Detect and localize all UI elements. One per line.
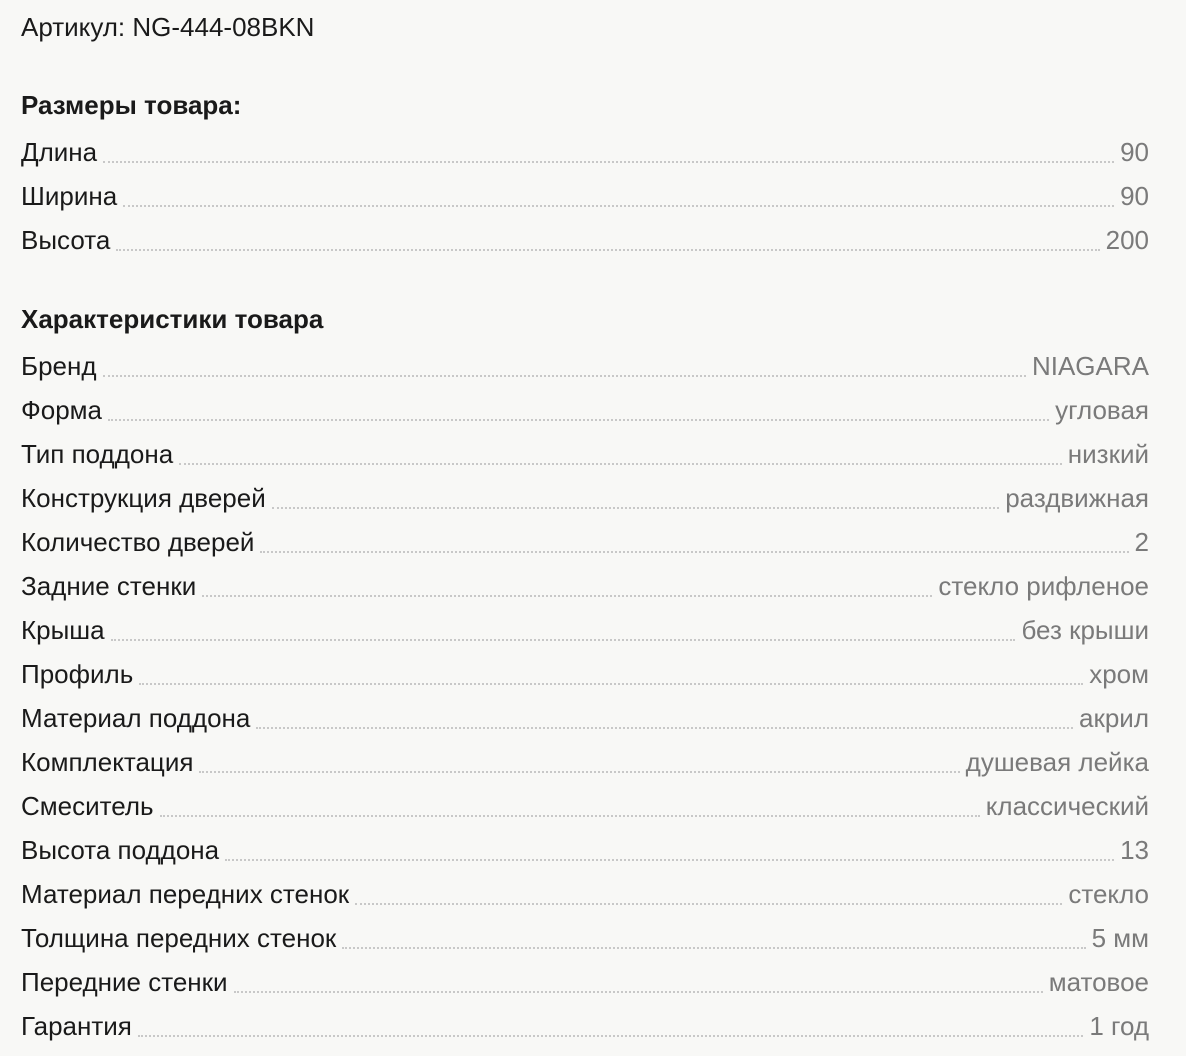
dotted-leader (116, 219, 1099, 251)
spec-value: матовое (1048, 967, 1149, 997)
spec-label: Тип поддона (21, 439, 174, 469)
dotted-leader (179, 433, 1062, 465)
spec-row-tray-type (21, 433, 1149, 477)
specs-section-title: Характеристики товара (21, 304, 324, 334)
spec-label: Комплектация (21, 747, 194, 777)
dotted-leader (272, 477, 999, 509)
dotted-leader (202, 565, 932, 597)
spec-value: акрил (1079, 703, 1149, 733)
spec-row-door-design (21, 477, 1149, 521)
product-sku: Артикул: NG-444-08BKN (21, 12, 315, 42)
spec-row-profile (21, 653, 1149, 697)
dotted-leader (234, 961, 1043, 993)
spec-value: без крыши (1021, 615, 1149, 645)
spec-label: Количество дверей (21, 527, 255, 557)
spec-label: Толщина передних стенок (21, 923, 337, 953)
spec-label: Смеситель (21, 791, 154, 821)
spec-row-tray-height (21, 829, 1149, 873)
spec-value: NIAGARA (1031, 351, 1149, 381)
spec-value: стекло рифленое (938, 571, 1149, 601)
spec-row-front-wall-material (21, 873, 1149, 917)
dotted-leader (199, 741, 959, 773)
spec-label: Конструкция дверей (21, 483, 266, 513)
dotted-leader (108, 389, 1049, 421)
dotted-leader (342, 917, 1085, 949)
spec-value: низкий (1067, 439, 1149, 469)
spec-value: 2 (1134, 527, 1149, 557)
spec-value: 5 мм (1091, 923, 1149, 953)
dotted-leader (225, 829, 1114, 861)
spec-label: Материал поддона (21, 703, 251, 733)
spec-value: стекло (1068, 879, 1149, 909)
spec-value: хром (1089, 659, 1149, 689)
spec-label: Форма (21, 395, 103, 425)
dotted-leader (256, 697, 1073, 729)
specs-list (21, 345, 1149, 1049)
spec-row-equipment (21, 741, 1149, 785)
spec-value: раздвижная (1005, 483, 1149, 513)
dotted-leader (111, 609, 1016, 641)
dotted-leader (103, 131, 1114, 163)
spec-value: угловая (1055, 395, 1149, 425)
dotted-leader (355, 873, 1062, 905)
spec-value: 1 год (1089, 1011, 1149, 1041)
spec-value: классический (985, 791, 1149, 821)
spec-row-brand (21, 345, 1149, 389)
spec-label: Бренд (21, 351, 97, 381)
spec-row-front-wall-thickness (21, 917, 1149, 961)
dotted-leader (123, 175, 1114, 207)
sizes-list (21, 131, 1149, 263)
spec-value: душевая лейка (965, 747, 1149, 777)
spec-label: Ширина (21, 181, 118, 211)
dotted-leader (260, 521, 1128, 553)
size-row-height (21, 219, 1149, 263)
spec-value: 200 (1105, 225, 1149, 255)
spec-label: Гарантия (21, 1011, 132, 1041)
spec-label: Высота (21, 225, 111, 255)
sizes-section-title: Размеры товара: (21, 90, 242, 120)
spec-value: 90 (1120, 137, 1149, 167)
spec-value: 90 (1120, 181, 1149, 211)
spec-label: Задние стенки (21, 571, 197, 601)
spec-row-door-count (21, 521, 1149, 565)
spec-row-warranty (21, 1005, 1149, 1049)
spec-label: Передние стенки (21, 967, 228, 997)
spec-label: Длина (21, 137, 98, 167)
spec-row-shape (21, 389, 1149, 433)
spec-row-front-walls (21, 961, 1149, 1005)
spec-label: Материал передних стенок (21, 879, 350, 909)
spec-label: Высота поддона (21, 835, 220, 865)
spec-label: Профиль (21, 659, 134, 689)
dotted-leader (103, 345, 1026, 377)
spec-value: 13 (1120, 835, 1149, 865)
spec-row-roof (21, 609, 1149, 653)
spec-row-mixer (21, 785, 1149, 829)
dotted-leader (138, 1005, 1083, 1037)
dotted-leader (139, 653, 1083, 685)
size-row-length (21, 131, 1149, 175)
size-row-width (21, 175, 1149, 219)
spec-row-tray-material (21, 697, 1149, 741)
dotted-leader (160, 785, 980, 817)
spec-label: Крыша (21, 615, 105, 645)
spec-row-back-walls (21, 565, 1149, 609)
